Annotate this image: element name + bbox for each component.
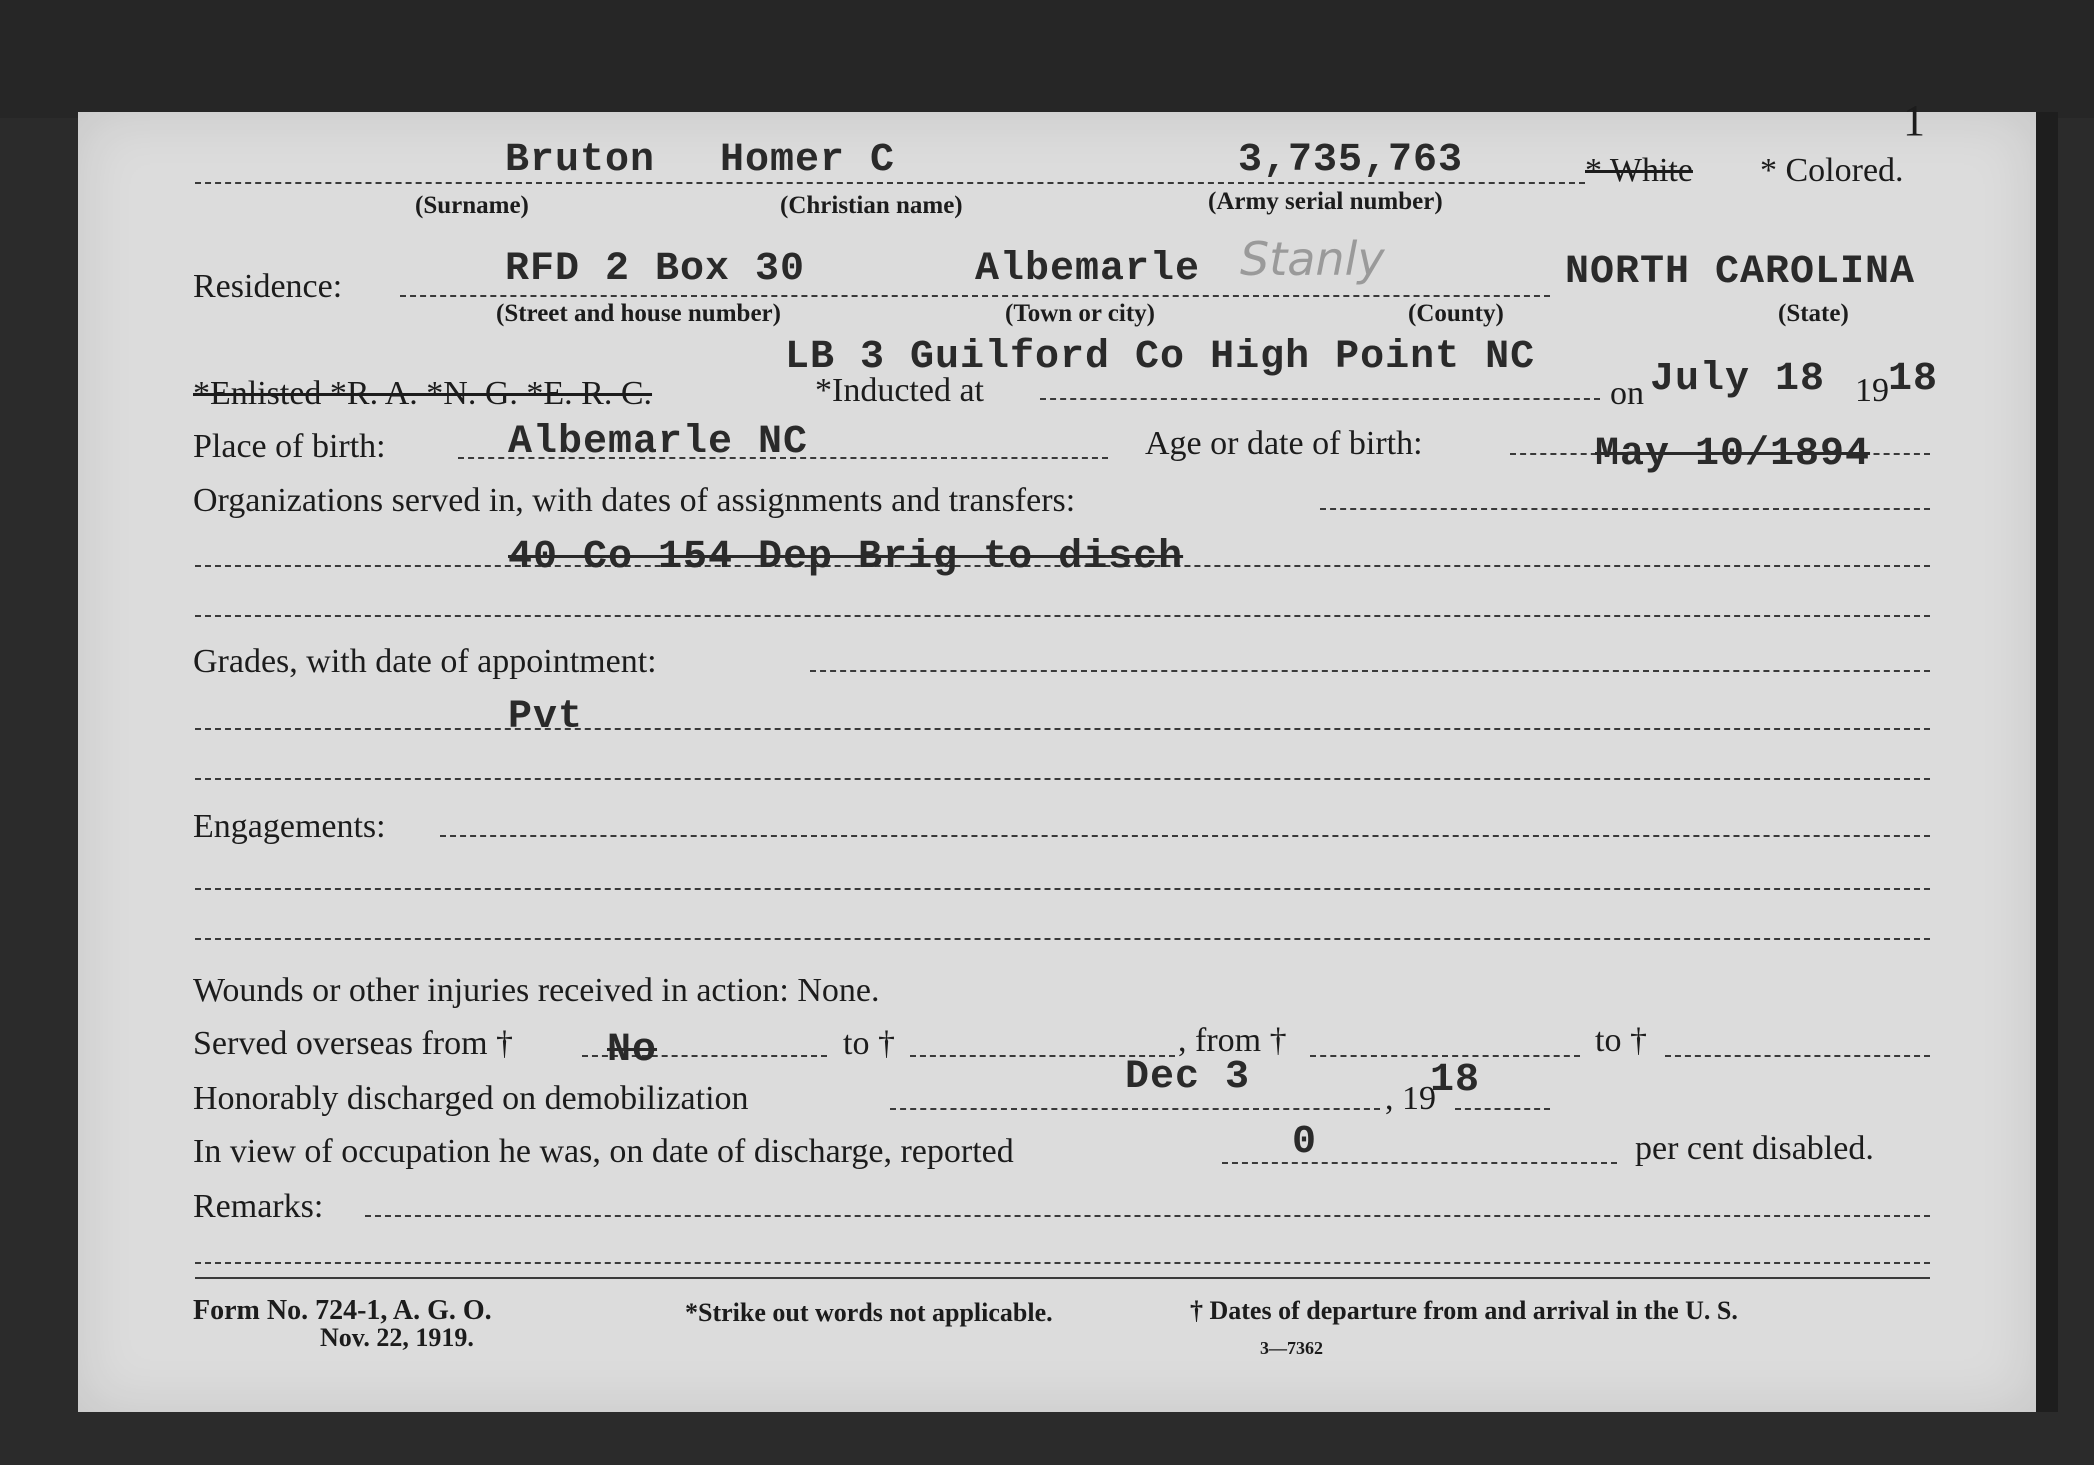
discharge-year-value: 18 bbox=[1430, 1058, 1481, 1103]
overseas-to-label: to † bbox=[843, 1025, 895, 1062]
wounds-label: Wounds or other injuries received in action: None. bbox=[193, 972, 880, 1009]
engagements-line-1 bbox=[440, 835, 1930, 837]
remarks-line-2 bbox=[195, 1262, 1930, 1264]
grades-value: Pvt bbox=[508, 695, 584, 740]
enlisted-options-struck: *Enlisted *R. A. *N. G. *E. R. C. bbox=[193, 375, 653, 412]
print-code: 3—7362 bbox=[1260, 1338, 1323, 1358]
grades-line-1 bbox=[810, 670, 1930, 672]
engagements-line-3 bbox=[195, 938, 1930, 940]
grades-line-2 bbox=[195, 728, 1930, 730]
overseas-line-4 bbox=[1665, 1055, 1930, 1057]
discharge-line bbox=[890, 1108, 1380, 1110]
age-label: Age or date of birth: bbox=[1145, 425, 1423, 462]
serial-caption: (Army serial number) bbox=[1208, 188, 1443, 215]
race-white-struck: * White bbox=[1585, 152, 1693, 189]
scan-edge bbox=[2036, 112, 2058, 1412]
discharge-label: Honorably discharged on demobilization bbox=[193, 1080, 749, 1117]
discharge-date-value: Dec 3 bbox=[1125, 1055, 1251, 1100]
christian-name-caption: (Christian name) bbox=[780, 192, 963, 219]
on-label: on bbox=[1610, 375, 1644, 412]
discharge-year-prefix: , 19 bbox=[1385, 1080, 1436, 1117]
overseas-value: No bbox=[607, 1028, 658, 1073]
overseas-to-label-2: to † bbox=[1595, 1022, 1647, 1059]
inducted-line bbox=[1040, 398, 1600, 400]
inducted-year-value: 18 bbox=[1888, 357, 1939, 402]
disability-line bbox=[1222, 1162, 1617, 1164]
year-prefix: 19 bbox=[1855, 372, 1889, 409]
surname-value: Bruton bbox=[505, 138, 656, 183]
county-caption: (County) bbox=[1408, 300, 1504, 327]
town-caption: (Town or city) bbox=[1005, 300, 1155, 327]
engagements-line-2 bbox=[195, 888, 1930, 890]
overseas-line-3 bbox=[1310, 1055, 1580, 1057]
strike-out-note: *Strike out words not applicable. bbox=[685, 1298, 1053, 1327]
dates-note: † Dates of departure from and arrival in the U. S. bbox=[1190, 1296, 1738, 1325]
christian-name-value: Homer C bbox=[720, 138, 896, 183]
form-number: Form No. 724-1, A. G. O. bbox=[193, 1295, 492, 1326]
residence-label: Residence: bbox=[193, 268, 343, 305]
inducted-place-value: LB 3 Guilford Co High Point NC bbox=[785, 335, 1536, 380]
grades-line-3 bbox=[195, 778, 1930, 780]
county-handwritten: Stanly bbox=[1240, 232, 1385, 286]
serial-number-value: 3,735,763 bbox=[1238, 138, 1464, 183]
disability-label: In view of occupation he was, on date of discharge, reported bbox=[193, 1133, 1014, 1170]
residence-line bbox=[400, 295, 1550, 297]
page-number: 1 bbox=[1903, 96, 1925, 145]
remarks-line-1 bbox=[365, 1215, 1930, 1217]
street-value: RFD 2 Box 30 bbox=[505, 247, 806, 292]
state-caption: (State) bbox=[1778, 300, 1849, 327]
form-date: Nov. 22, 1919. bbox=[320, 1323, 474, 1352]
organizations-line-1 bbox=[1320, 508, 1930, 510]
scan-background bbox=[0, 0, 2094, 118]
grades-label: Grades, with date of appointment: bbox=[193, 643, 657, 680]
street-caption: (Street and house number) bbox=[496, 300, 781, 327]
organizations-line-3 bbox=[195, 615, 1930, 617]
state-value: NORTH CAROLINA bbox=[1565, 250, 1916, 295]
birth-date-value: May 10/1894 bbox=[1595, 432, 1871, 477]
inducted-date-value: July 18 bbox=[1650, 357, 1826, 402]
birthplace-label: Place of birth: bbox=[193, 428, 386, 465]
engagements-label: Engagements: bbox=[193, 808, 386, 845]
disability-value: 0 bbox=[1292, 1120, 1318, 1165]
organizations-label: Organizations served in, with dates of assignments and transfers: bbox=[193, 482, 1076, 519]
race-colored: * Colored. bbox=[1760, 152, 1904, 189]
remarks-label: Remarks: bbox=[193, 1188, 324, 1225]
birthplace-value: Albemarle NC bbox=[508, 420, 809, 465]
disability-suffix: per cent disabled. bbox=[1635, 1130, 1874, 1167]
overseas-label: Served overseas from † bbox=[193, 1025, 514, 1062]
footer-rule bbox=[195, 1277, 1930, 1279]
surname-caption: (Surname) bbox=[415, 192, 529, 219]
town-value: Albemarle bbox=[975, 247, 1201, 292]
overseas-from-label: , from † bbox=[1178, 1022, 1287, 1059]
organizations-value: 40 Co 154 Dep Brig to disch bbox=[508, 535, 1184, 580]
discharge-year-line bbox=[1455, 1108, 1550, 1110]
inducted-label: *Inducted at bbox=[815, 372, 984, 409]
